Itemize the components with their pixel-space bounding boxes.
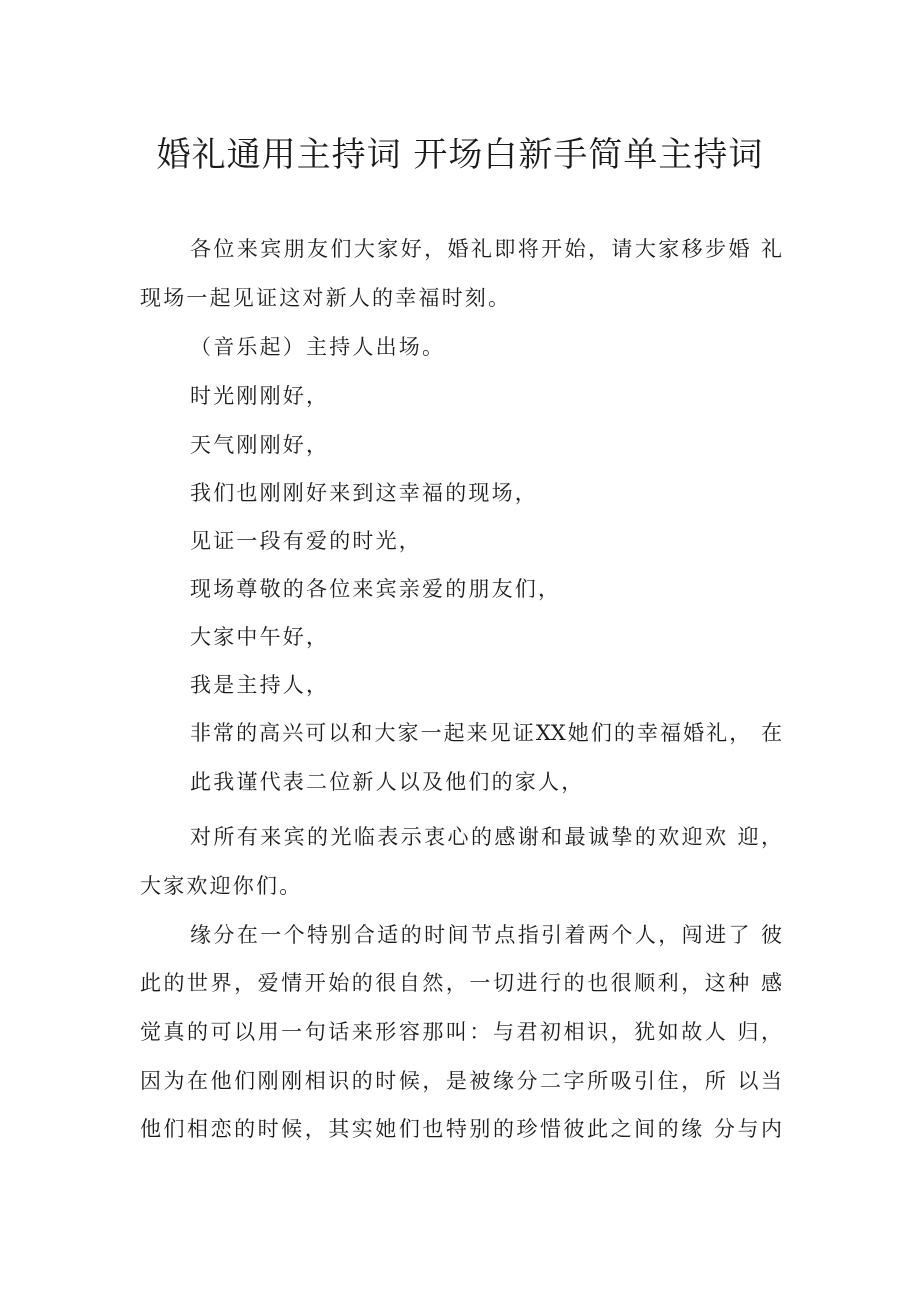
- text-line: 各位来宾朋友们大家好，婚礼即将开始，请大家移步婚 礼: [190, 237, 782, 261]
- text-line: 大家欢迎你们。: [140, 874, 303, 898]
- text-line: 时光刚刚好，: [190, 384, 330, 408]
- text-line: 因为在他们刚刚相识的时候，是被缘分二字所吸引住，所 以当: [140, 1069, 782, 1093]
- text-line: （音乐起）主持人出场。: [190, 335, 446, 359]
- text-line: 我是主持人，: [190, 673, 330, 697]
- text-line: 此我谨代表二位新人以及他们的家人，: [190, 770, 585, 794]
- text-line: 天气刚刚好，: [190, 433, 330, 457]
- text-line: 大家中午好，: [190, 625, 330, 649]
- text-line: 此的世界，爱情开始的很自然，一切进行的也很顺利，这种 感: [140, 971, 782, 995]
- text-line: 非常的高兴可以和大家一起来见证XX她们的幸福婚礼， 在: [190, 721, 782, 745]
- text-line: 我们也刚刚好来到这幸福的现场，: [190, 481, 538, 505]
- text-line: 缘分在一个特别合适的时间节点指引着两个人，闯进了 彼: [190, 923, 782, 947]
- document-title: 婚礼通用主持词 开场白新手简单主持词: [156, 135, 764, 175]
- text-line: 现场一起见证这对新人的幸福时刻。: [140, 286, 512, 310]
- text-line: 对所有来宾的光临表示衷心的感谢和最诚挚的欢迎欢 迎，: [190, 825, 782, 849]
- text-line: 见证一段有爱的时光，: [190, 529, 422, 553]
- text-line: 他们相恋的时候，其实她们也特别的珍惜彼此之间的缘 分与内: [140, 1117, 782, 1141]
- text-line: 觉真的可以用一句话来形容那叫：与君初相识，犹如故人 归，: [140, 1020, 782, 1044]
- text-line: 现场尊敬的各位来宾亲爱的朋友们，: [190, 577, 562, 601]
